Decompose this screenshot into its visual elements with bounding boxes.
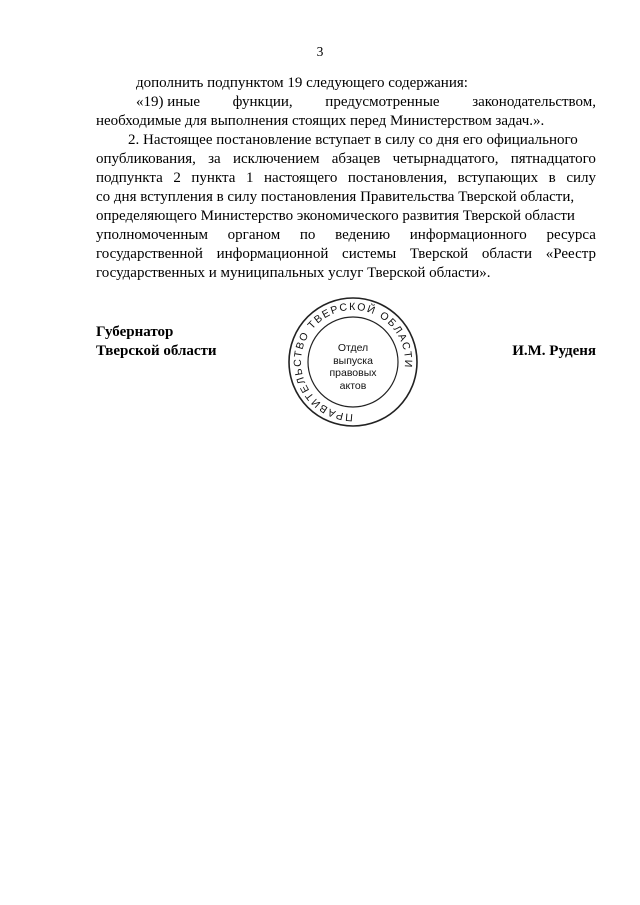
stamp-line: Отдел [337,342,369,354]
clause2-word: исключением [232,151,320,167]
clause2-word: опубликования, [96,151,196,167]
clause2-word: определяющего Министерство экономического развития Тверской области [96,208,575,224]
paragraph-intro: дополнить подпунктом 19 следующего содержания: [136,75,468,91]
signature-position [96,323,217,361]
clause2-word: «Реестр [545,246,596,262]
clause2-line [96,207,596,226]
paragraph-clause2 [96,131,596,283]
document-body [96,74,596,283]
clause2-word: абзацев [331,151,381,167]
clause2-word: настоящего [264,170,338,186]
item19-line2: необходимые для выполнения стоящих перед Министерством задач.». [96,113,545,129]
clause2-line [96,226,596,245]
clause2-word: пятнадцатого [510,151,596,167]
clause2-line [96,131,596,150]
clause2-word: Тверской [409,246,469,262]
stamp-line: выпуска [333,354,373,367]
clause2-word: государственных и муниципальных услуг Тверской области». [96,265,491,281]
item19-line1 [96,93,596,112]
stamp-line: актов [339,379,367,392]
clause2-line [96,245,596,264]
clause2-word: постановления, [347,170,448,186]
stamp-ring-text: ПРАВИТЕЛЬСТВО ТВЕРСКОЙ ОБЛАСТИ [291,300,415,424]
clause2-word: 1 [245,170,254,186]
clause2-word: по [299,227,316,243]
clause2-word: подпункта [96,170,163,186]
clause2-word: органом [227,227,281,243]
clause2-line [96,169,596,188]
clause2-word: в [548,170,556,186]
clause2-word: уполномоченным [96,227,208,243]
clause2-word: информационного [409,227,527,243]
clause2-word: четырнадцатого, [392,151,499,167]
clause2-word: системы [342,246,397,262]
clause2-word: за [208,151,221,167]
item19-word: «19) иные [136,94,201,110]
clause2-word: ведению [335,227,391,243]
signatory-name: И.М. Руденя [512,343,596,359]
item19-word: предусмотренные [325,94,440,110]
clause2-word: информационной [216,246,329,262]
stamp-center-text [285,342,421,392]
position-line2: Тверской области [96,343,217,359]
clause2-line [96,188,596,207]
clause2-word: 2. Настоящее постановление вступает в силу со дня его официального [128,132,578,148]
item19-word: законодательством, [472,94,596,110]
clause2-word: со дня вступления в силу постановления Правительства Тверской области, [96,189,575,205]
clause2-word: вступающих [457,170,539,186]
clause2-line [96,264,596,283]
clause2-word: области [481,246,533,262]
clause2-word: государственной [96,246,203,262]
official-stamp [285,294,421,430]
position-line1: Губернатор [96,324,174,340]
item19-word: функции, [232,94,293,110]
clause2-word: силу [566,170,596,186]
clause2-word: 2 [173,170,181,186]
stamp-line: правовых [329,367,377,379]
clause2-word: пункта [191,170,236,186]
page-number: 3 [316,44,324,59]
clause2-line [96,150,596,169]
clause2-word: ресурса [546,227,596,243]
